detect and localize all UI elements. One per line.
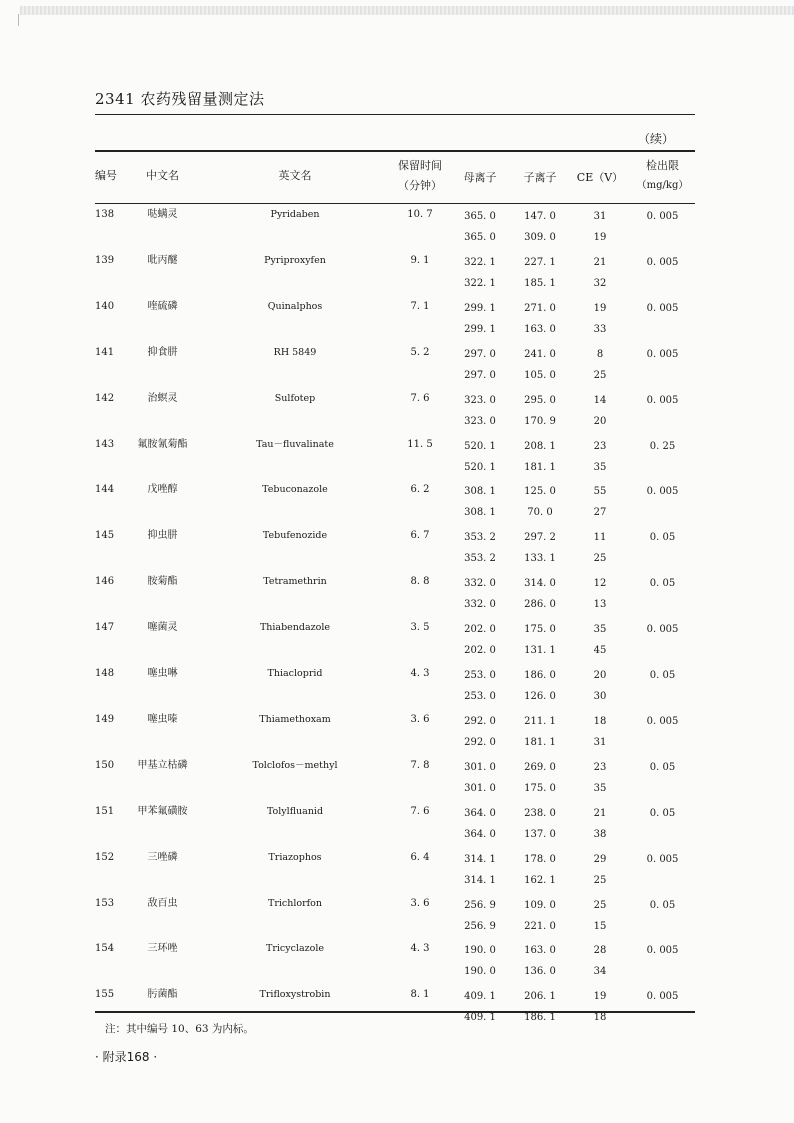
col-header-rt: 保留时间 bbox=[398, 159, 442, 172]
col-header-parent: 母离子 bbox=[463, 171, 497, 184]
row-retention-time: 8. 1 bbox=[410, 989, 430, 1000]
row-parent-ion: 409. 1 bbox=[464, 1012, 496, 1023]
row-collision-energy: 23 bbox=[593, 762, 607, 773]
row-chinese-name: 戊唑醇 bbox=[147, 484, 178, 495]
row-collision-energy: 32 bbox=[593, 278, 607, 289]
col-header-daughter: 子离子 bbox=[523, 171, 557, 184]
row-parent-ion: 292. 0 bbox=[464, 737, 496, 748]
row-parent-ion: 332. 0 bbox=[464, 599, 496, 610]
row-number: 138 bbox=[95, 209, 115, 220]
row-daughter-ion: 269. 0 bbox=[524, 762, 556, 773]
row-english-name: Sulfotep bbox=[274, 393, 316, 404]
row-detection-limit: 0. 05 bbox=[649, 532, 676, 543]
row-daughter-ion: 186. 1 bbox=[524, 1012, 556, 1023]
row-parent-ion: 190. 0 bbox=[464, 945, 496, 956]
row-retention-time: 6. 4 bbox=[410, 852, 430, 863]
row-english-name: Quinalphos bbox=[267, 301, 323, 312]
row-parent-ion: 323. 0 bbox=[464, 416, 496, 427]
row-collision-energy: 35 bbox=[593, 462, 607, 473]
row-daughter-ion: 105. 0 bbox=[524, 370, 556, 381]
row-daughter-ion: 136. 0 bbox=[524, 966, 556, 977]
row-chinese-name: 噻虫嗪 bbox=[147, 714, 178, 725]
row-daughter-ion: 295. 0 bbox=[524, 395, 556, 406]
row-chinese-name: 氟胺氰菊酯 bbox=[137, 439, 188, 450]
row-daughter-ion: 211. 1 bbox=[524, 716, 556, 727]
row-number: 154 bbox=[95, 943, 115, 954]
row-daughter-ion: 238. 0 bbox=[524, 808, 556, 819]
row-english-name: Pyriproxyfen bbox=[264, 255, 326, 266]
row-chinese-name: 抑食肼 bbox=[147, 347, 178, 358]
row-english-name: Triazophos bbox=[268, 852, 322, 863]
row-parent-ion: 364. 0 bbox=[464, 808, 496, 819]
row-collision-energy: 34 bbox=[593, 966, 607, 977]
row-number: 148 bbox=[95, 668, 115, 679]
row-collision-energy: 13 bbox=[593, 599, 607, 610]
row-retention-time: 7. 6 bbox=[410, 806, 430, 817]
row-daughter-ion: 181. 1 bbox=[524, 462, 556, 473]
row-english-name: Thiamethoxam bbox=[259, 714, 331, 725]
row-number: 139 bbox=[95, 255, 115, 266]
footnote: 注：其中编号 10、63 为内标。 bbox=[105, 1023, 254, 1035]
row-collision-energy: 8 bbox=[596, 349, 604, 360]
row-retention-time: 11. 5 bbox=[407, 439, 433, 450]
row-parent-ion: 353. 2 bbox=[464, 553, 496, 564]
row-number: 144 bbox=[95, 484, 115, 495]
row-parent-ion: 256. 9 bbox=[464, 921, 496, 932]
row-collision-energy: 20 bbox=[593, 670, 607, 681]
row-collision-energy: 21 bbox=[593, 257, 607, 268]
row-collision-energy: 35 bbox=[593, 783, 607, 794]
row-chinese-name: 吡丙醚 bbox=[147, 255, 178, 266]
row-collision-energy: 19 bbox=[593, 303, 607, 314]
row-parent-ion: 308. 1 bbox=[464, 486, 496, 497]
row-collision-energy: 55 bbox=[593, 486, 607, 497]
row-parent-ion: 353. 2 bbox=[464, 532, 496, 543]
row-parent-ion: 520. 1 bbox=[464, 462, 496, 473]
row-detection-limit: 0. 05 bbox=[649, 808, 676, 819]
row-retention-time: 6. 7 bbox=[410, 530, 430, 541]
row-number: 140 bbox=[95, 301, 115, 312]
row-collision-energy: 28 bbox=[593, 945, 607, 956]
row-collision-energy: 29 bbox=[593, 854, 607, 865]
row-collision-energy: 14 bbox=[593, 395, 607, 406]
row-retention-time: 4. 3 bbox=[410, 668, 430, 679]
row-parent-ion: 301. 0 bbox=[464, 783, 496, 794]
row-detection-limit: 0. 05 bbox=[649, 578, 676, 589]
row-daughter-ion: 162. 1 bbox=[524, 875, 556, 886]
row-detection-limit: 0. 005 bbox=[646, 716, 679, 727]
row-daughter-ion: 133. 1 bbox=[524, 553, 556, 564]
row-parent-ion: 308. 1 bbox=[464, 507, 496, 518]
row-english-name: Thiacloprid bbox=[267, 668, 323, 679]
scan-edge-strip bbox=[20, 6, 794, 15]
row-collision-energy: 30 bbox=[593, 691, 607, 702]
row-number: 145 bbox=[95, 530, 115, 541]
row-retention-time: 5. 2 bbox=[410, 347, 430, 358]
col-header-cn: 中文名 bbox=[146, 169, 179, 182]
row-detection-limit: 0. 005 bbox=[646, 991, 679, 1002]
row-daughter-ion: 314. 0 bbox=[524, 578, 556, 589]
row-parent-ion: 299. 1 bbox=[464, 303, 496, 314]
row-chinese-name: 胺菊酯 bbox=[147, 576, 178, 587]
row-collision-energy: 18 bbox=[593, 1012, 607, 1023]
table-top-rule bbox=[95, 150, 695, 152]
row-english-name: Tetramethrin bbox=[263, 576, 327, 587]
row-number: 151 bbox=[95, 806, 115, 817]
row-chinese-name: 噻虫啉 bbox=[147, 668, 178, 679]
row-english-name: Trichlorfon bbox=[267, 898, 322, 909]
row-parent-ion: 409. 1 bbox=[464, 991, 496, 1002]
row-collision-energy: 25 bbox=[593, 553, 607, 564]
col-header-en: 英文名 bbox=[278, 169, 312, 182]
row-parent-ion: 253. 0 bbox=[464, 691, 496, 702]
row-chinese-name: 哒螨灵 bbox=[147, 209, 178, 220]
row-detection-limit: 0. 005 bbox=[646, 395, 679, 406]
table-bottom-rule bbox=[95, 1011, 695, 1013]
row-retention-time: 3. 5 bbox=[410, 622, 430, 633]
row-daughter-ion: 126. 0 bbox=[524, 691, 556, 702]
col-header-lod: 检出限 bbox=[646, 159, 679, 172]
row-parent-ion: 202. 0 bbox=[464, 624, 496, 635]
row-collision-energy: 31 bbox=[593, 211, 607, 222]
scan-edge-mark bbox=[18, 14, 19, 26]
row-collision-energy: 11 bbox=[593, 532, 607, 543]
row-parent-ion: 314. 1 bbox=[464, 875, 496, 886]
row-daughter-ion: 163. 0 bbox=[524, 945, 556, 956]
row-collision-energy: 12 bbox=[593, 578, 607, 589]
row-daughter-ion: 70. 0 bbox=[527, 507, 553, 518]
row-detection-limit: 0. 005 bbox=[646, 257, 679, 268]
table-header-rule bbox=[95, 203, 695, 204]
row-daughter-ion: 227. 1 bbox=[524, 257, 556, 268]
row-parent-ion: 322. 1 bbox=[464, 257, 496, 268]
row-retention-time: 9. 1 bbox=[410, 255, 430, 266]
row-english-name: Trifloxystrobin bbox=[259, 989, 331, 1000]
row-daughter-ion: 125. 0 bbox=[524, 486, 556, 497]
row-number: 141 bbox=[95, 347, 115, 358]
row-parent-ion: 256. 9 bbox=[464, 900, 496, 911]
row-collision-energy: 18 bbox=[593, 716, 607, 727]
row-daughter-ion: 109. 0 bbox=[524, 900, 556, 911]
row-daughter-ion: 286. 0 bbox=[524, 599, 556, 610]
row-collision-energy: 31 bbox=[593, 737, 607, 748]
row-collision-energy: 27 bbox=[593, 507, 607, 518]
row-number: 153 bbox=[95, 898, 115, 909]
row-collision-energy: 25 bbox=[593, 875, 607, 886]
row-number: 146 bbox=[95, 576, 115, 587]
row-daughter-ion: 241. 0 bbox=[524, 349, 556, 360]
row-detection-limit: 0. 25 bbox=[649, 441, 676, 452]
col-header-lod-unit: （mg/kg） bbox=[636, 180, 689, 191]
row-parent-ion: 365. 0 bbox=[464, 211, 496, 222]
header-rule bbox=[95, 114, 695, 115]
row-daughter-ion: 186. 0 bbox=[524, 670, 556, 681]
row-detection-limit: 0. 05 bbox=[649, 900, 676, 911]
row-daughter-ion: 170. 9 bbox=[524, 416, 556, 427]
row-chinese-name: 敌百虫 bbox=[147, 898, 178, 909]
row-detection-limit: 0. 005 bbox=[646, 349, 679, 360]
row-parent-ion: 301. 0 bbox=[464, 762, 496, 773]
row-chinese-name: 甲苯氟磺胺 bbox=[137, 806, 188, 817]
continued-label: （续） bbox=[638, 132, 675, 146]
row-detection-limit: 0. 005 bbox=[646, 624, 679, 635]
row-number: 150 bbox=[95, 760, 115, 771]
row-number: 143 bbox=[95, 439, 115, 450]
row-english-name: Tolylfluanid bbox=[266, 806, 324, 817]
row-daughter-ion: 221. 0 bbox=[524, 921, 556, 932]
row-retention-time: 3. 6 bbox=[410, 714, 430, 725]
row-chinese-name: 甲基立枯磷 bbox=[137, 760, 188, 771]
col-header-no: 编号 bbox=[95, 169, 117, 182]
row-number: 147 bbox=[95, 622, 115, 633]
row-english-name: Tricyclazole bbox=[265, 943, 324, 954]
row-detection-limit: 0. 005 bbox=[646, 945, 679, 956]
row-daughter-ion: 208. 1 bbox=[524, 441, 556, 452]
row-daughter-ion: 271. 0 bbox=[524, 303, 556, 314]
page-number: · 附录168 · bbox=[95, 1050, 158, 1064]
row-chinese-name: 喹硫磷 bbox=[147, 301, 178, 312]
row-english-name: Tolclofos－methyl bbox=[252, 760, 338, 771]
row-parent-ion: 190. 0 bbox=[464, 966, 496, 977]
row-collision-energy: 20 bbox=[593, 416, 607, 427]
row-parent-ion: 332. 0 bbox=[464, 578, 496, 589]
row-parent-ion: 299. 1 bbox=[464, 324, 496, 335]
row-parent-ion: 323. 0 bbox=[464, 395, 496, 406]
col-header-ce: CE（V） bbox=[576, 171, 624, 184]
row-retention-time: 7. 8 bbox=[410, 760, 430, 771]
row-daughter-ion: 185. 1 bbox=[524, 278, 556, 289]
row-daughter-ion: 297. 2 bbox=[524, 532, 556, 543]
row-daughter-ion: 181. 1 bbox=[524, 737, 556, 748]
row-detection-limit: 0. 05 bbox=[649, 762, 676, 773]
row-number: 149 bbox=[95, 714, 115, 725]
row-chinese-name: 三环唑 bbox=[147, 943, 178, 954]
row-chinese-name: 肟菌酯 bbox=[147, 989, 178, 1000]
row-daughter-ion: 178. 0 bbox=[524, 854, 556, 865]
row-parent-ion: 314. 1 bbox=[464, 854, 496, 865]
row-detection-limit: 0. 05 bbox=[649, 670, 676, 681]
row-english-name: Tebufenozide bbox=[262, 530, 328, 541]
row-collision-energy: 25 bbox=[593, 900, 607, 911]
page-header-title: 2341 农药残留量测定法 bbox=[95, 90, 265, 108]
row-daughter-ion: 137. 0 bbox=[524, 829, 556, 840]
row-retention-time: 8. 8 bbox=[410, 576, 430, 587]
row-daughter-ion: 131. 1 bbox=[524, 645, 556, 656]
row-english-name: Thiabendazole bbox=[259, 622, 331, 633]
row-retention-time: 3. 6 bbox=[410, 898, 430, 909]
row-number: 142 bbox=[95, 393, 115, 404]
row-collision-energy: 15 bbox=[593, 921, 607, 932]
row-chinese-name: 抑虫肼 bbox=[147, 530, 178, 541]
row-detection-limit: 0. 005 bbox=[646, 486, 679, 497]
row-number: 155 bbox=[95, 989, 115, 1000]
row-parent-ion: 292. 0 bbox=[464, 716, 496, 727]
col-header-rt-unit: （分钟） bbox=[398, 179, 442, 192]
row-collision-energy: 21 bbox=[593, 808, 607, 819]
row-detection-limit: 0. 005 bbox=[646, 854, 679, 865]
row-chinese-name: 三唑磷 bbox=[147, 852, 178, 863]
row-parent-ion: 365. 0 bbox=[464, 232, 496, 243]
row-english-name: RH 5849 bbox=[273, 347, 317, 358]
row-retention-time: 4. 3 bbox=[410, 943, 430, 954]
row-parent-ion: 520. 1 bbox=[464, 441, 496, 452]
row-daughter-ion: 163. 0 bbox=[524, 324, 556, 335]
row-chinese-name: 噻菌灵 bbox=[147, 622, 178, 633]
row-retention-time: 10. 7 bbox=[407, 209, 433, 220]
row-parent-ion: 253. 0 bbox=[464, 670, 496, 681]
row-collision-energy: 19 bbox=[593, 232, 607, 243]
row-parent-ion: 322. 1 bbox=[464, 278, 496, 289]
row-collision-energy: 45 bbox=[593, 645, 607, 656]
row-daughter-ion: 206. 1 bbox=[524, 991, 556, 1002]
row-english-name: Tau－fluvalinate bbox=[256, 439, 334, 450]
row-collision-energy: 25 bbox=[593, 370, 607, 381]
row-collision-energy: 35 bbox=[593, 624, 607, 635]
row-daughter-ion: 147. 0 bbox=[524, 211, 556, 222]
row-retention-time: 6. 2 bbox=[410, 484, 430, 495]
row-parent-ion: 297. 0 bbox=[464, 370, 496, 381]
row-daughter-ion: 309. 0 bbox=[524, 232, 556, 243]
row-chinese-name: 治螟灵 bbox=[147, 393, 178, 404]
row-english-name: Pyridaben bbox=[270, 209, 320, 220]
row-collision-energy: 23 bbox=[593, 441, 607, 452]
row-collision-energy: 19 bbox=[593, 991, 607, 1002]
row-collision-energy: 38 bbox=[593, 829, 607, 840]
row-parent-ion: 297. 0 bbox=[464, 349, 496, 360]
row-daughter-ion: 175. 0 bbox=[524, 783, 556, 794]
row-parent-ion: 202. 0 bbox=[464, 645, 496, 656]
row-detection-limit: 0. 005 bbox=[646, 211, 679, 222]
row-retention-time: 7. 1 bbox=[410, 301, 430, 312]
row-english-name: Tebuconazole bbox=[262, 484, 328, 495]
row-collision-energy: 33 bbox=[593, 324, 607, 335]
row-daughter-ion: 175. 0 bbox=[524, 624, 556, 635]
row-detection-limit: 0. 005 bbox=[646, 303, 679, 314]
row-retention-time: 7. 6 bbox=[410, 393, 430, 404]
row-number: 152 bbox=[95, 852, 115, 863]
row-parent-ion: 364. 0 bbox=[464, 829, 496, 840]
